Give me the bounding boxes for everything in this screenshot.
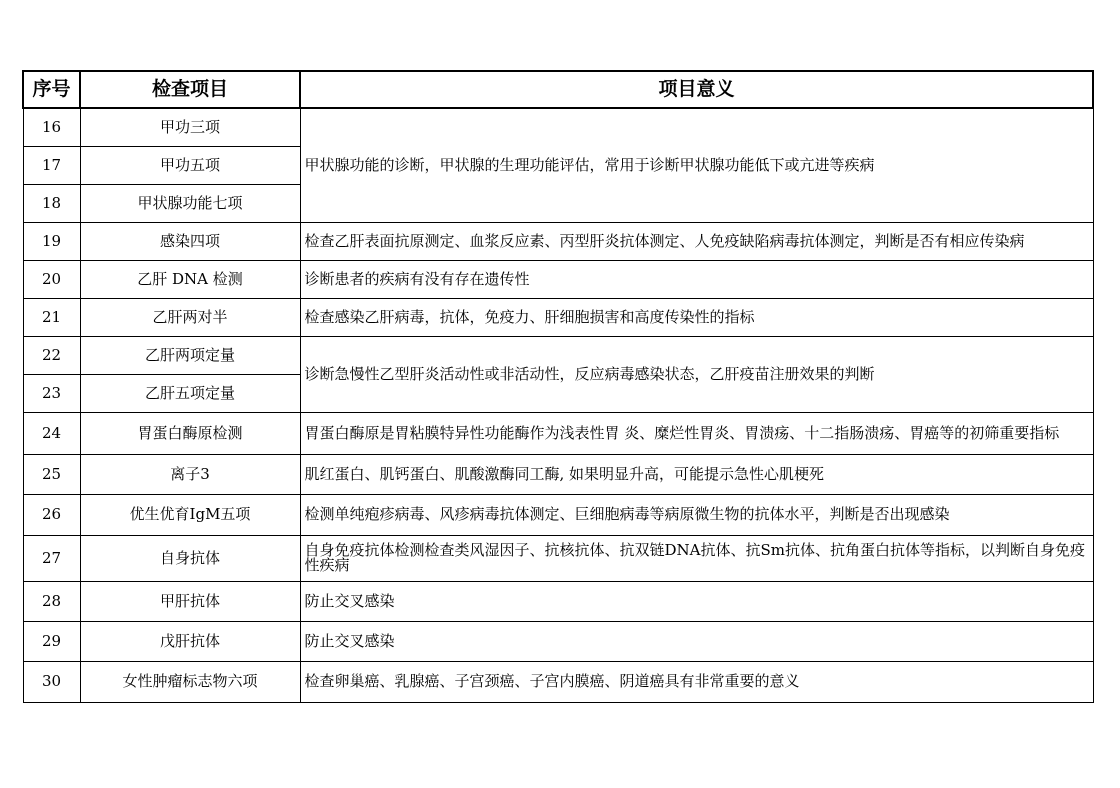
header-meaning: 项目意义: [300, 71, 1093, 108]
row-meaning: 诊断患者的疾病有没有存在遗传性: [300, 260, 1093, 298]
table-row: [23, 494, 1093, 535]
row-item: 甲肝抗体: [80, 581, 300, 621]
row-item: 优生优育IgM五项: [80, 494, 300, 535]
row-no: 19: [23, 222, 80, 260]
row-no: 24: [23, 412, 80, 454]
header-no: 序号: [23, 71, 80, 108]
row-no: 27: [23, 535, 80, 581]
row-meaning: [300, 108, 1093, 222]
row-no: 22: [23, 336, 80, 374]
exam-items-table: [22, 70, 1094, 703]
row-meaning: 防止交叉感染: [300, 621, 1093, 661]
row-no: 25: [23, 454, 80, 494]
table-row: [23, 412, 1093, 454]
table-row: [23, 454, 1093, 494]
row-item: 胃蛋白酶原检测: [80, 412, 300, 454]
row-item: 自身抗体: [80, 535, 300, 581]
table-row: [23, 581, 1093, 621]
row-meaning: 检查乙肝表面抗原测定、血浆反应素、丙型肝炎抗体测定、人免疫缺陷病毒抗体测定，判断是否有相应传染病: [300, 222, 1093, 260]
row-no: 18: [23, 184, 80, 222]
row-meaning: 胃蛋白酶原是胃粘膜特异性功能酶作为浅表性胃 炎、糜烂性胃炎、胃溃疡、十二指肠溃疡、胃癌等的初筛重要指标: [300, 412, 1093, 454]
row-item: 乙肝 DNA 检测: [80, 260, 300, 298]
table-row: [23, 336, 1093, 374]
row-no: 20: [23, 260, 80, 298]
row-no: 30: [23, 661, 80, 702]
row-item: 甲功五项: [80, 146, 300, 184]
table-row: [23, 298, 1093, 336]
header-item: 检查项目: [80, 71, 300, 108]
row-no: 28: [23, 581, 80, 621]
row-no: 16: [23, 108, 80, 146]
row-item: 女性肿瘤标志物六项: [80, 661, 300, 702]
row-meaning: 防止交叉感染: [300, 581, 1093, 621]
table-row: [23, 621, 1093, 661]
row-meaning: 检查感染乙肝病毒，抗体，免疫力、肝细胞损害和高度传染性的指标: [300, 298, 1093, 336]
row-item: 感染四项: [80, 222, 300, 260]
row-item: 甲状腺功能七项: [80, 184, 300, 222]
table-row: [23, 260, 1093, 298]
row-no: 29: [23, 621, 80, 661]
row-meaning: 肌红蛋白、肌钙蛋白、肌酸激酶同工酶, 如果明显升高，可能提示急性心肌梗死: [300, 454, 1093, 494]
row-no: 17: [23, 146, 80, 184]
row-meaning: 诊断急慢性乙型肝炎活动性或非活动性，反应病毒感染状态，乙肝疫苗注册效果的判断: [300, 336, 1093, 412]
row-item: 乙肝五项定量: [80, 374, 300, 412]
row-item: 乙肝两对半: [80, 298, 300, 336]
table-row: [23, 108, 1093, 146]
row-no: 26: [23, 494, 80, 535]
row-item: 离子3: [80, 454, 300, 494]
table-row: [23, 535, 1093, 581]
table-row: [23, 661, 1093, 702]
row-meaning: 检测单纯疱疹病毒、风疹病毒抗体测定、巨细胞病毒等病原微生物的抗体水平，判断是否出现感染: [300, 494, 1093, 535]
row-meaning: 检查卵巢癌、乳腺癌、子宫颈癌、子宫内膜癌、阴道癌具有非常重要的意义: [300, 661, 1093, 702]
row-item: 乙肝两项定量: [80, 336, 300, 374]
table-row: [23, 222, 1093, 260]
row-meaning: 自身免疫抗体检测检查类风湿因子、抗核抗体、抗双链DNA抗体、抗Sm抗体、抗角蛋白抗体等指标，以判断自身免疫性疾病: [300, 535, 1093, 581]
row-item: 戊肝抗体: [80, 621, 300, 661]
row-meaning-text: 甲状腺功能的诊断，甲状腺的生理功能评估，常用于诊断甲状腺功能低下或亢进等疾病: [304, 155, 875, 174]
header-row: [23, 71, 1093, 108]
row-item: 甲功三项: [80, 108, 300, 146]
row-no: 21: [23, 298, 80, 336]
row-no: 23: [23, 374, 80, 412]
